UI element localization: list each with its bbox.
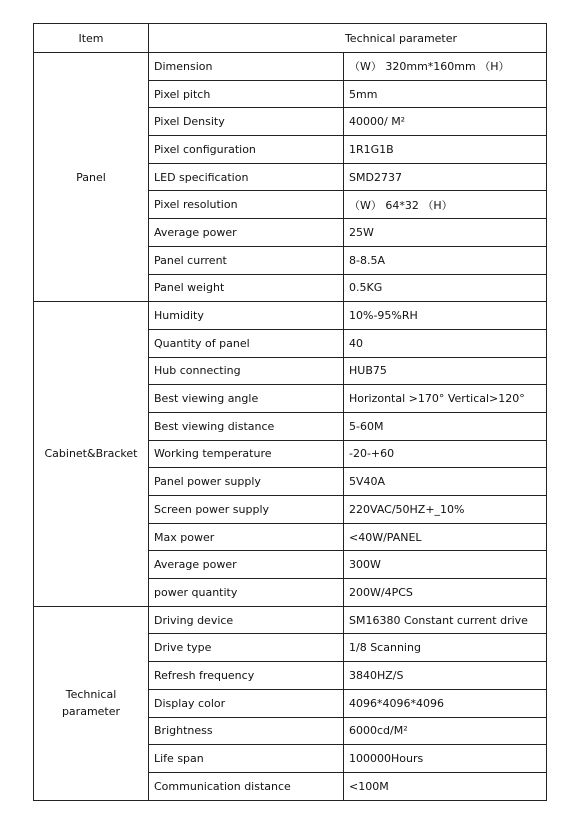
param-label: Panel power supply [149,468,344,496]
param-label: Average power [149,551,344,579]
param-label: Max power [149,523,344,551]
param-value: 5-60M [344,412,547,440]
param-value: 1/8 Scanning [344,634,547,662]
param-label: Best viewing angle [149,385,344,413]
param-value: 40000/ M² [344,108,547,136]
group-label: Technical parameter [34,606,149,800]
param-value: 25W [344,219,547,247]
param-label: Panel current [149,246,344,274]
param-value: 3840HZ/S [344,662,547,690]
header-item: Item [34,24,149,53]
table-row [34,53,547,81]
param-value: 10%-95%RH [344,302,547,330]
param-value: 220VAC/50HZ+_10% [344,496,547,524]
param-value: （W） 64*32 （H） [344,191,547,219]
param-label: Brightness [149,717,344,745]
param-label: Pixel pitch [149,80,344,108]
param-value: SMD2737 [344,163,547,191]
param-value: 6000cd/M² [344,717,547,745]
param-label: Pixel Density [149,108,344,136]
param-value: 5V40A [344,468,547,496]
param-label: Display color [149,689,344,717]
param-label: Pixel resolution [149,191,344,219]
param-label: Humidity [149,302,344,330]
param-label: Best viewing distance [149,412,344,440]
param-label: Pixel configuration [149,136,344,164]
param-label: Dimension [149,53,344,81]
param-label: Panel weight [149,274,344,302]
param-value: 1R1G1B [344,136,547,164]
param-value: 40 [344,329,547,357]
param-label: Screen power supply [149,496,344,524]
param-label: Average power [149,219,344,247]
param-label: Hub connecting [149,357,344,385]
param-label: Working temperature [149,440,344,468]
param-value: SM16380 Constant current drive [344,606,547,634]
param-label: LED specification [149,163,344,191]
param-label: Quantity of panel [149,329,344,357]
param-value: 0.5KG [344,274,547,302]
table-row [34,606,547,634]
group-label: Cabinet&Bracket [34,302,149,607]
param-label: Drive type [149,634,344,662]
spec-table-body [34,24,547,801]
param-value: （W） 320mm*160mm （H） [344,53,547,81]
param-value: <100M [344,772,547,800]
table-row [34,302,547,330]
param-value: Horizontal >170° Vertical>120° [344,385,547,413]
param-value: 4096*4096*4096 [344,689,547,717]
param-label: Life span [149,745,344,773]
param-value: HUB75 [344,357,547,385]
group-label: Panel [34,53,149,302]
param-value: 300W [344,551,547,579]
spec-table [33,23,547,801]
param-value: <40W/PANEL [344,523,547,551]
header-row [34,24,547,53]
param-label: Communication distance [149,772,344,800]
param-label: Driving device [149,606,344,634]
param-label: Refresh frequency [149,662,344,690]
param-value: 8-8.5A [344,246,547,274]
param-value: -20-+60 [344,440,547,468]
param-value: 5mm [344,80,547,108]
param-label: power quantity [149,579,344,607]
param-value: 200W/4PCS [344,579,547,607]
param-value: 100000Hours [344,745,547,773]
header-parameter: Technical parameter [149,24,547,53]
